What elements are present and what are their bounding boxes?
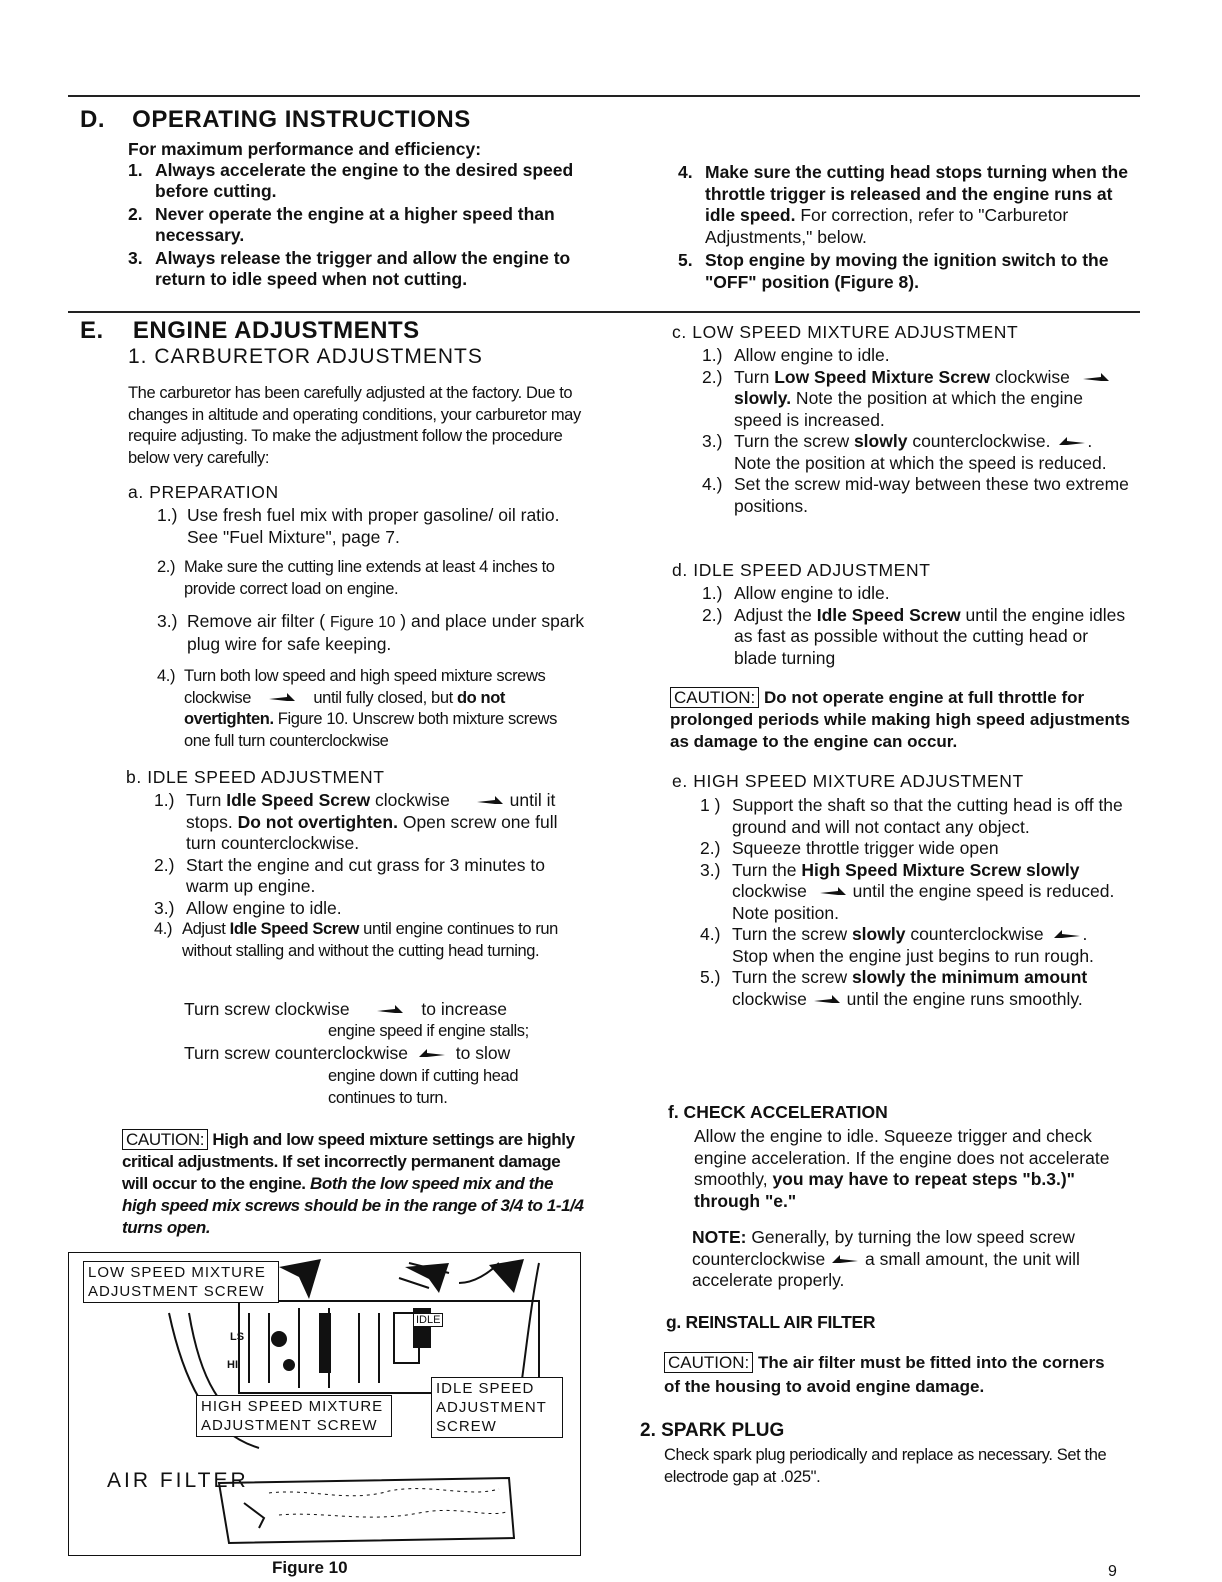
carburetor-intro: The carburetor has been carefully adjusted at the factory. Due to changes in altitude and operating conditions, your carburetor may require adjusting. To make the adjustment follow the procedure below very carefully: (128, 384, 581, 467)
caution-mixture-settings: CAUTION: High and low speed mixture settings are highly critical adjustments. If set incorrectly permanent damage will occur to the engine. Both the low speed mix and the high speed mix screws should be in the range of 3/4 to 1-1/4 turns open. (122, 1130, 584, 1237)
list-item: 4.) Turn the screw slowly counterclockwise . Stop when the engine just begins to run rough. (700, 924, 1094, 966)
spark-plug-text: Check spark plug periodically and replace as necessary. Set the electrode gap at .025". (664, 1446, 1107, 1486)
clockwise-arrow-icon (812, 994, 842, 1006)
spark-plug-heading: 2. SPARK PLUG (640, 1420, 785, 1441)
caution-label: CAUTION: (664, 1352, 753, 1373)
section-d-intro: For maximum performance and efficiency: (128, 139, 482, 159)
list-item: 1. Always accelerate the engine to the desired speed before cutting. (128, 160, 574, 201)
counterclockwise-arrow-icon (417, 1048, 447, 1060)
section-d-heading (80, 106, 471, 134)
list-item: 4.) Turn both low speed and high speed mixture screws clockwise until fully closed, but do not overtighten. Figure 10. Unscrew both mixture screws one full turn counterclockwise (157, 667, 557, 750)
reinstall-air-filter-heading: g. REINSTALL AIR FILTER (666, 1312, 876, 1332)
list-item: 2.) Squeeze throttle trigger wide open (700, 838, 999, 858)
turn-cw-line: Turn screw clockwise to increase (184, 999, 507, 1019)
list-item: 4. Make sure the cutting head stops turning when the throttle trigger is released and the engine runs at idle speed. For correction, refer to "Carburetor Adjustments," below. (678, 162, 1128, 247)
list-item: 1.) Allow engine to idle. (702, 583, 890, 603)
clockwise-arrow-icon (267, 692, 297, 704)
turn-ccw-line-3: continues to turn. (328, 1089, 448, 1107)
list-item: 5. Stop engine by moving the ignition switch to the "OFF" position (Figure 8). (678, 250, 1109, 292)
low-speed-mixture-list (702, 345, 1130, 517)
section-d-list-right (678, 162, 1138, 293)
section-title: ENGINE ADJUSTMENTS (132, 317, 420, 344)
check-acceleration-heading: f. CHECK ACCELERATION (668, 1102, 888, 1122)
caution-air-filter: CAUTION: The air filter must be fitted into the corners of the housing to avoid engine damage. (664, 1353, 1105, 1396)
preparation-heading: a. PREPARATION (128, 482, 279, 502)
clockwise-arrow-icon (375, 1004, 405, 1016)
counterclockwise-arrow-icon (1057, 436, 1087, 448)
page-number: 9 (1108, 1563, 1117, 1580)
section-rule (68, 311, 1140, 313)
ls-tag: LS (230, 1331, 245, 1343)
high-speed-screw-label: HIGH SPEED MIXTURE ADJUSTMENT SCREW (196, 1395, 392, 1437)
clockwise-arrow-icon (475, 795, 505, 807)
idle-speed-screw-label: IDLE SPEED ADJUSTMENT SCREW (431, 1377, 563, 1438)
idle-speed-list (154, 790, 584, 962)
list-item: 2.) Turn Low Speed Mixture Screw clockwise slowly. Note the position at which the engine speed is increased. (702, 367, 1130, 432)
turn-ccw-line: Turn screw counterclockwise to slow (184, 1043, 511, 1063)
list-item: 1.) Allow engine to idle. (702, 345, 890, 365)
list-item: 2. Never operate the engine at a higher speed than necessary. (128, 204, 555, 245)
list-item: 5.) Turn the screw slowly the minimum amount clockwise until the engine runs smoothly. (700, 967, 1088, 1009)
section-title: OPERATING INSTRUCTIONS (132, 106, 471, 133)
section-e-heading (80, 317, 420, 345)
figure-10-caption: Figure 10 (272, 1558, 348, 1577)
list-item: 4.) Set the screw mid-way between these two extreme positions. (702, 474, 1129, 516)
preparation-list (157, 505, 587, 752)
list-item: 1 ) Support the shaft so that the cutting head is off the ground and will not contact any object. (700, 795, 1123, 837)
list-item: 3.) Turn the screw slowly counterclockwise. . Note the position at which the speed is reduced. (702, 431, 1107, 473)
caution-full-throttle: CAUTION: Do not operate engine at full throttle for prolonged periods while making high speed adjustments as damage to the engine can occur. (670, 688, 1131, 751)
list-item: 2.) Start the engine and cut grass for 3 minutes to warm up engine. (154, 854, 545, 896)
caution-label: CAUTION: (122, 1129, 208, 1150)
figure-10 (68, 1252, 581, 1556)
list-item: 4.) Adjust Idle Speed Screw until engine continues to run without stalling and without the cutting head turning. (154, 920, 558, 960)
section-letter: D. (80, 106, 105, 133)
counterclockwise-arrow-icon (1052, 929, 1082, 941)
list-item: 3.) Turn the High Speed Mixture Screw slowly clockwise until the engine speed is reduced. Note position. (700, 859, 1115, 923)
low-speed-mixture-heading: c. LOW SPEED MIXTURE ADJUSTMENT (672, 322, 1019, 342)
clockwise-arrow-icon (1081, 372, 1111, 384)
check-acceleration-text: Allow the engine to idle. Squeeze trigger and check engine acceleration. If the engine does not accelerate smoothly, you may have to repeat steps "b.3.)" through "e." (694, 1126, 1110, 1211)
idle-speed-list-right (702, 583, 1130, 669)
idle-speed-heading: b. IDLE SPEED ADJUSTMENT (126, 767, 385, 787)
clockwise-arrow-icon (818, 886, 848, 898)
caution-label: CAUTION: (670, 687, 759, 708)
list-item: 2.) Adjust the Idle Speed Screw until the engine idles as fast as possible without the cutting head or blade turning (702, 604, 1126, 668)
top-rule (68, 95, 1140, 97)
turn-ccw-line-2: engine down if cutting head (328, 1067, 519, 1085)
carburetor-subtitle: 1. CARBURETOR ADJUSTMENTS (128, 345, 483, 368)
list-item: 1.) Turn Idle Speed Screw clockwise until it stops. Do not overtighten. Open screw one full turn counterclockwise. (154, 790, 558, 853)
idle-speed-heading-right: d. IDLE SPEED ADJUSTMENT (672, 560, 931, 580)
list-item: 3.) Remove air filter ( Figure 10 ) and place under spark plug wire for safe keeping. (157, 611, 585, 654)
high-speed-mixture-heading: e. HIGH SPEED MIXTURE ADJUSTMENT (672, 771, 1024, 791)
low-speed-screw-label: LOW SPEED MIXTURE ADJUSTMENT SCREW (83, 1261, 279, 1303)
counterclockwise-arrow-icon (830, 1254, 860, 1266)
high-speed-mixture-list (700, 795, 1128, 1010)
list-item: 3.) Allow engine to idle. (154, 897, 342, 918)
idle-tag: IDLE (413, 1313, 443, 1327)
air-filter-label: AIR FILTER (107, 1469, 249, 1492)
list-item: 3. Always release the trigger and allow the engine to return to idle speed when not cutting. (128, 248, 571, 289)
list-item: 1.) Use fresh fuel mix with proper gasoline/ oil ratio. See "Fuel Mixture", page 7. (157, 505, 560, 547)
section-letter: E. (80, 317, 104, 344)
section-d-list (128, 160, 588, 290)
turn-cw-line-2: engine speed if engine stalls; (328, 1022, 529, 1040)
note-text: NOTE: Generally, by turning the low speed screw counterclockwise a small amount, the unit will accelerate properly. (692, 1227, 1080, 1290)
list-item: 2.) Make sure the cutting line extends at least 4 inches to provide correct load on engine. (157, 558, 555, 598)
hi-tag: HI (227, 1359, 238, 1371)
